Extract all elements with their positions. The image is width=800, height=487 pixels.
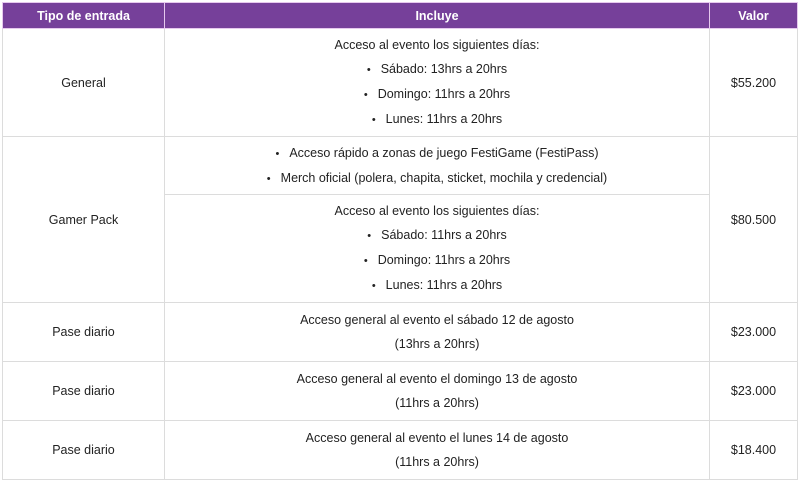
includes-line: (11hrs a 20hrs) bbox=[395, 396, 479, 410]
includes-cell-perks bbox=[165, 137, 710, 195]
table-row-daily-monday bbox=[3, 421, 798, 480]
header-value: Valor bbox=[710, 3, 798, 29]
price-cell: $23.000 bbox=[710, 362, 798, 421]
includes-cell bbox=[165, 362, 710, 421]
includes-bullet: • Sábado: 11hrs a 20hrs bbox=[165, 223, 709, 248]
price-cell: $55.200 bbox=[710, 29, 798, 137]
ticket-type-cell: Pase diario bbox=[3, 362, 165, 421]
table-row-daily-saturday bbox=[3, 303, 798, 362]
includes-bullet: • Domingo: 11hrs a 20hrs bbox=[165, 248, 709, 273]
includes-line: Acceso general al evento el domingo 13 de agosto bbox=[296, 372, 578, 386]
includes-bullet: • Domingo: 11hrs a 20hrs bbox=[165, 82, 709, 107]
includes-cell bbox=[165, 421, 710, 480]
includes-line: Acceso general al evento el lunes 14 de agosto bbox=[305, 431, 569, 445]
price-cell: $23.000 bbox=[710, 303, 798, 362]
ticket-price-table bbox=[2, 2, 798, 480]
includes-line: (11hrs a 20hrs) bbox=[395, 455, 479, 469]
table-row-gamer-pack bbox=[3, 137, 798, 195]
table-header-row bbox=[3, 3, 798, 29]
price-cell: $80.500 bbox=[710, 137, 798, 303]
includes-bullet: • Merch oficial (polera, chapita, sticket, mochila y credencial) bbox=[165, 166, 709, 191]
includes-bullet: • Sábado: 13hrs a 20hrs bbox=[165, 57, 709, 82]
includes-line: Acceso general al evento el sábado 12 de agosto bbox=[300, 313, 574, 327]
includes-bullet: • Acceso rápido a zonas de juego FestiGame (FestiPass) bbox=[165, 141, 709, 166]
includes-bullet: • Lunes: 11hrs a 20hrs bbox=[165, 107, 709, 132]
ticket-type-cell: Gamer Pack bbox=[3, 137, 165, 303]
includes-cell bbox=[165, 29, 710, 137]
table-row-daily-sunday bbox=[3, 362, 798, 421]
ticket-type-cell: Pase diario bbox=[3, 303, 165, 362]
header-ticket-type: Tipo de entrada bbox=[3, 3, 165, 29]
header-includes: Incluye bbox=[165, 3, 710, 29]
includes-intro: Acceso al evento los siguientes días: bbox=[334, 38, 540, 52]
includes-cell-days bbox=[165, 195, 710, 303]
ticket-type-cell: General bbox=[3, 29, 165, 137]
ticket-type-cell: Pase diario bbox=[3, 421, 165, 480]
includes-line: (13hrs a 20hrs) bbox=[394, 337, 480, 351]
includes-cell bbox=[165, 303, 710, 362]
includes-intro: Acceso al evento los siguientes días: bbox=[334, 204, 540, 218]
table-row-general bbox=[3, 29, 798, 137]
price-cell: $18.400 bbox=[710, 421, 798, 480]
includes-bullet: • Lunes: 11hrs a 20hrs bbox=[165, 273, 709, 298]
